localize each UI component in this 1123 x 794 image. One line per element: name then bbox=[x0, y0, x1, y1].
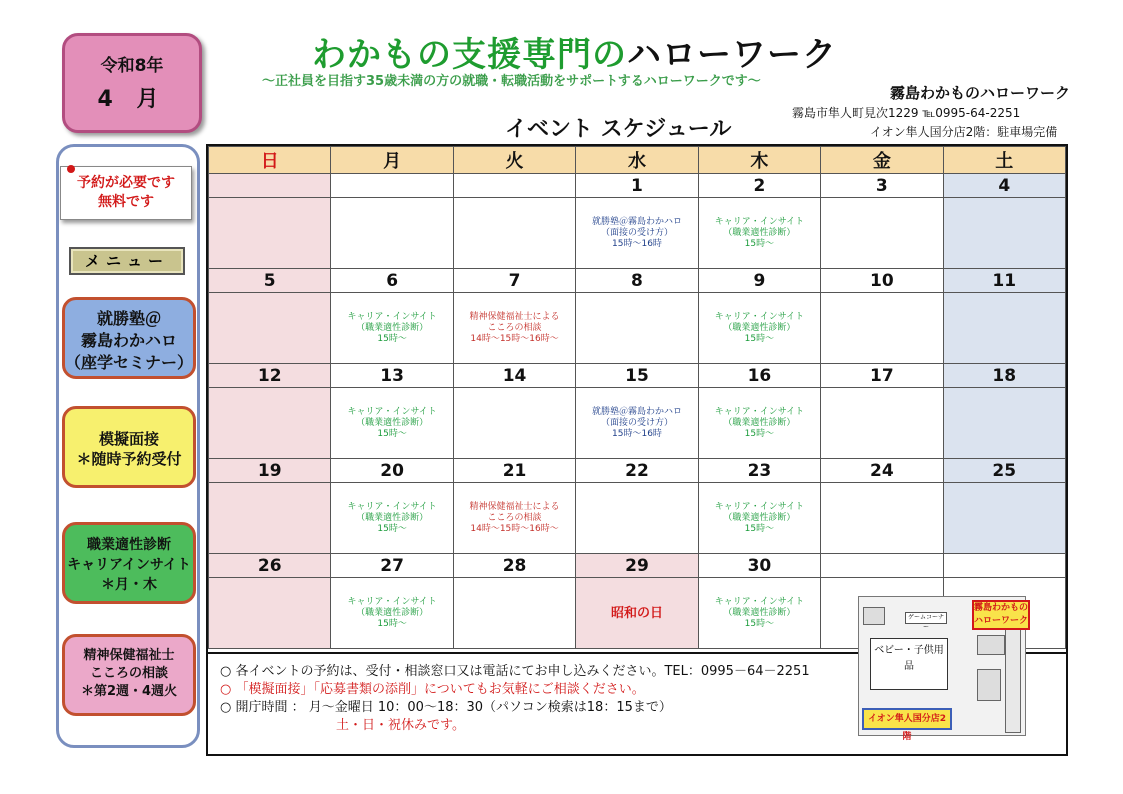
calendar bbox=[206, 144, 1068, 654]
event-cell bbox=[821, 198, 943, 269]
event-line: （職業適性診断） bbox=[723, 322, 796, 333]
date-cell bbox=[453, 174, 575, 198]
date-cell: 22 bbox=[576, 459, 698, 483]
date-cell: 26 bbox=[209, 554, 331, 578]
subtitle: ～正社員を目指す35歳未満の方の就職・転職活動をサポートするハローワークです～ bbox=[262, 74, 761, 89]
event-cell bbox=[209, 388, 331, 459]
date-cell: 17 bbox=[821, 364, 943, 388]
event-cell bbox=[331, 293, 453, 364]
date-cell: 1 bbox=[576, 174, 698, 198]
event-cell bbox=[331, 388, 453, 459]
date-cell: 8 bbox=[576, 269, 698, 293]
date-cell: 24 bbox=[821, 459, 943, 483]
event-line: 就勝塾＠霧島わかハロ bbox=[591, 216, 682, 227]
notice-line1: 予約が必要です bbox=[77, 175, 175, 191]
event-line: キャリア・インサイト bbox=[347, 596, 437, 607]
address-location: イオン隼人国分店2階：駐車場完備 bbox=[870, 125, 1058, 139]
date-cell: 12 bbox=[209, 364, 331, 388]
seminar-button[interactable] bbox=[62, 297, 196, 379]
calendar-body bbox=[209, 174, 1066, 649]
event-line: （職業適性診断） bbox=[356, 322, 429, 333]
event-cell bbox=[821, 483, 943, 554]
notice-line2: 無料です bbox=[98, 194, 154, 210]
date-row bbox=[209, 459, 1066, 483]
seminar-line2: 霧島わかハロ bbox=[80, 331, 177, 350]
weekday-wed: 水 bbox=[576, 147, 698, 174]
date-cell: 11 bbox=[943, 269, 1065, 293]
event-cell bbox=[209, 293, 331, 364]
event-cell bbox=[331, 483, 453, 554]
event-line: 15時～16時 bbox=[612, 428, 662, 439]
event-cell bbox=[453, 388, 575, 459]
month-label: 4 月 bbox=[97, 87, 167, 112]
date-cell: 20 bbox=[331, 459, 453, 483]
event-cell bbox=[943, 198, 1065, 269]
event-line: こころの相談 bbox=[487, 322, 542, 333]
mental-line1: 精神保健福祉士 bbox=[83, 648, 175, 663]
date-cell: 21 bbox=[453, 459, 575, 483]
map-game-corner: ゲームコーナー bbox=[905, 612, 947, 624]
event-line: 精神保健福祉士による bbox=[469, 311, 560, 322]
event-line: 昭和の日 bbox=[610, 605, 663, 621]
event-line: 14時～15時～16時～ bbox=[470, 523, 559, 534]
event-line: （職業適性診断） bbox=[356, 417, 429, 428]
event-line: キャリア・インサイト bbox=[347, 406, 437, 417]
event-cell bbox=[453, 578, 575, 649]
event-cell bbox=[698, 483, 820, 554]
date-cell: 16 bbox=[698, 364, 820, 388]
event-row bbox=[209, 198, 1066, 269]
event-line: キャリア・インサイト bbox=[714, 216, 805, 227]
map-hellowork-marker: 霧島わかもの ハローワーク bbox=[972, 600, 1030, 630]
office-name: 霧島わかものハローワーク bbox=[890, 84, 1071, 102]
event-line: （職業適性診断） bbox=[356, 512, 429, 523]
weekday-thu: 木 bbox=[698, 147, 820, 174]
map-box bbox=[977, 635, 1005, 655]
event-line: （面接の受け方） bbox=[600, 417, 673, 428]
event-cell bbox=[576, 483, 698, 554]
event-cell bbox=[331, 198, 453, 269]
event-cell bbox=[943, 293, 1065, 364]
note-reservation: ○ 各イベントの予約は、受付・相談窓口又は電話にてお申し込みください。TEL：0995－64－2251 bbox=[220, 664, 810, 679]
event-cell bbox=[331, 578, 453, 649]
weekday-tue: 火 bbox=[453, 147, 575, 174]
mock-line2: ＊随時予約受付 bbox=[76, 450, 182, 468]
page-title bbox=[312, 27, 837, 76]
date-cell: 4 bbox=[943, 174, 1065, 198]
event-cell bbox=[209, 483, 331, 554]
map-box bbox=[863, 607, 885, 625]
date-cell: 15 bbox=[576, 364, 698, 388]
date-cell: 3 bbox=[821, 174, 943, 198]
date-cell: 7 bbox=[453, 269, 575, 293]
weekday-fri: 金 bbox=[821, 147, 943, 174]
map-baby-shop: ベビー・子供用品 bbox=[870, 638, 948, 690]
career-line3: ＊月・木 bbox=[101, 577, 157, 593]
event-line: 15時～ bbox=[744, 333, 775, 344]
mock-line1: 模擬面接 bbox=[98, 430, 159, 448]
date-cell bbox=[821, 554, 943, 578]
menu-label: メニュー bbox=[69, 247, 185, 275]
event-line: キャリア・インサイト bbox=[714, 501, 805, 512]
event-line: （面接の受け方） bbox=[600, 227, 673, 238]
title-green: わかもの支援専門の bbox=[312, 35, 627, 75]
map-aeon-label: イオン隼人国分店2階 bbox=[862, 708, 952, 730]
event-line: 15時～ bbox=[377, 333, 407, 344]
event-cell bbox=[453, 483, 575, 554]
event-line: 精神保健福祉士による bbox=[469, 501, 560, 512]
event-line: （職業適性診断） bbox=[356, 607, 429, 618]
event-line: 15時～ bbox=[377, 428, 407, 439]
weekday-sat: 土 bbox=[943, 147, 1065, 174]
event-line: （職業適性診断） bbox=[723, 417, 796, 428]
note-consult: ○ 「模擬面接」「応募書類の添削」についてもお気軽にご相談ください。 bbox=[220, 682, 645, 697]
calendar-table bbox=[208, 146, 1066, 649]
event-line: 15時～ bbox=[744, 428, 775, 439]
event-line: 15時～ bbox=[744, 523, 775, 534]
event-cell bbox=[453, 293, 575, 364]
date-cell: 19 bbox=[209, 459, 331, 483]
map-box bbox=[977, 669, 1001, 701]
date-cell: 14 bbox=[453, 364, 575, 388]
reservation-notice bbox=[60, 166, 192, 220]
mock-interview-button[interactable] bbox=[62, 406, 196, 488]
career-insight-button[interactable] bbox=[62, 522, 196, 604]
date-row bbox=[209, 364, 1066, 388]
event-row bbox=[209, 293, 1066, 364]
event-row bbox=[209, 388, 1066, 459]
event-line: 15時～16時 bbox=[612, 238, 662, 249]
date-cell: 10 bbox=[821, 269, 943, 293]
event-cell bbox=[576, 198, 698, 269]
era-year: 令和8年 bbox=[100, 56, 164, 76]
event-line: キャリア・インサイト bbox=[347, 501, 437, 512]
career-line1: 職業適性診断 bbox=[87, 537, 171, 553]
weekday-sun: 日 bbox=[209, 147, 331, 174]
date-cell: 18 bbox=[943, 364, 1065, 388]
event-cell bbox=[821, 388, 943, 459]
event-cell bbox=[821, 293, 943, 364]
event-cell bbox=[576, 578, 698, 649]
date-cell: 9 bbox=[698, 269, 820, 293]
month-badge bbox=[62, 33, 202, 133]
note-closed: 土・日・祝休みです。 bbox=[336, 718, 465, 733]
seminar-line1: 就勝塾＠ bbox=[96, 309, 161, 328]
note-hours: ○ 開庁時間 ： 月～金曜日 10：00～18：30（パソコン検索は18：15まで） bbox=[220, 700, 672, 715]
event-row bbox=[209, 483, 1066, 554]
date-cell: 6 bbox=[331, 269, 453, 293]
event-line: キャリア・インサイト bbox=[714, 311, 805, 322]
event-line: こころの相談 bbox=[487, 512, 542, 523]
date-cell bbox=[209, 174, 331, 198]
date-cell: 5 bbox=[209, 269, 331, 293]
date-cell: 23 bbox=[698, 459, 820, 483]
event-cell bbox=[576, 388, 698, 459]
weekday-header bbox=[209, 147, 1066, 174]
date-cell: 30 bbox=[698, 554, 820, 578]
date-row bbox=[209, 269, 1066, 293]
date-cell bbox=[943, 554, 1065, 578]
event-cell bbox=[209, 198, 331, 269]
weekday-mon: 月 bbox=[331, 147, 453, 174]
event-line: （職業適性診断） bbox=[723, 512, 796, 523]
date-cell: 28 bbox=[453, 554, 575, 578]
event-line: （職業適性診断） bbox=[723, 227, 796, 238]
career-line2: キャリアインサイト bbox=[67, 557, 191, 573]
event-cell bbox=[698, 578, 820, 649]
title-black: ハローワーク bbox=[627, 35, 837, 75]
event-line: 15時～ bbox=[744, 238, 775, 249]
event-cell bbox=[943, 388, 1065, 459]
event-line: キャリア・インサイト bbox=[714, 596, 805, 607]
date-cell: 27 bbox=[331, 554, 453, 578]
event-line: キャリア・インサイト bbox=[347, 311, 437, 322]
date-cell: 13 bbox=[331, 364, 453, 388]
address: 霧島市隼人町見次1229 ℡0995-64-2251 bbox=[792, 106, 1021, 120]
date-row bbox=[209, 174, 1066, 198]
pin-icon bbox=[67, 165, 75, 173]
event-line: 15時～ bbox=[377, 618, 407, 629]
date-cell: 25 bbox=[943, 459, 1065, 483]
event-cell bbox=[209, 578, 331, 649]
event-line: 就勝塾＠霧島わかハロ bbox=[591, 406, 682, 417]
event-cell bbox=[698, 293, 820, 364]
event-cell bbox=[453, 198, 575, 269]
event-line: 15時～ bbox=[377, 523, 407, 534]
date-row bbox=[209, 554, 1066, 578]
mental-line2: こころの相談 bbox=[89, 666, 168, 681]
seminar-line3: （座学セミナー） bbox=[65, 353, 194, 372]
event-cell bbox=[943, 483, 1065, 554]
event-cell bbox=[698, 198, 820, 269]
date-cell: 2 bbox=[698, 174, 820, 198]
event-line: 14時～15時～16時～ bbox=[470, 333, 559, 344]
mental-line3: ＊第2週・4週火 bbox=[80, 684, 178, 699]
schedule-title: イベント スケジュール bbox=[505, 117, 732, 142]
mental-health-button[interactable] bbox=[62, 634, 196, 716]
event-line: キャリア・インサイト bbox=[714, 406, 805, 417]
event-cell bbox=[698, 388, 820, 459]
event-line: 15時～ bbox=[744, 618, 775, 629]
date-cell: 29 bbox=[576, 554, 698, 578]
event-line: （職業適性診断） bbox=[723, 607, 796, 618]
date-cell bbox=[331, 174, 453, 198]
event-cell bbox=[576, 293, 698, 364]
